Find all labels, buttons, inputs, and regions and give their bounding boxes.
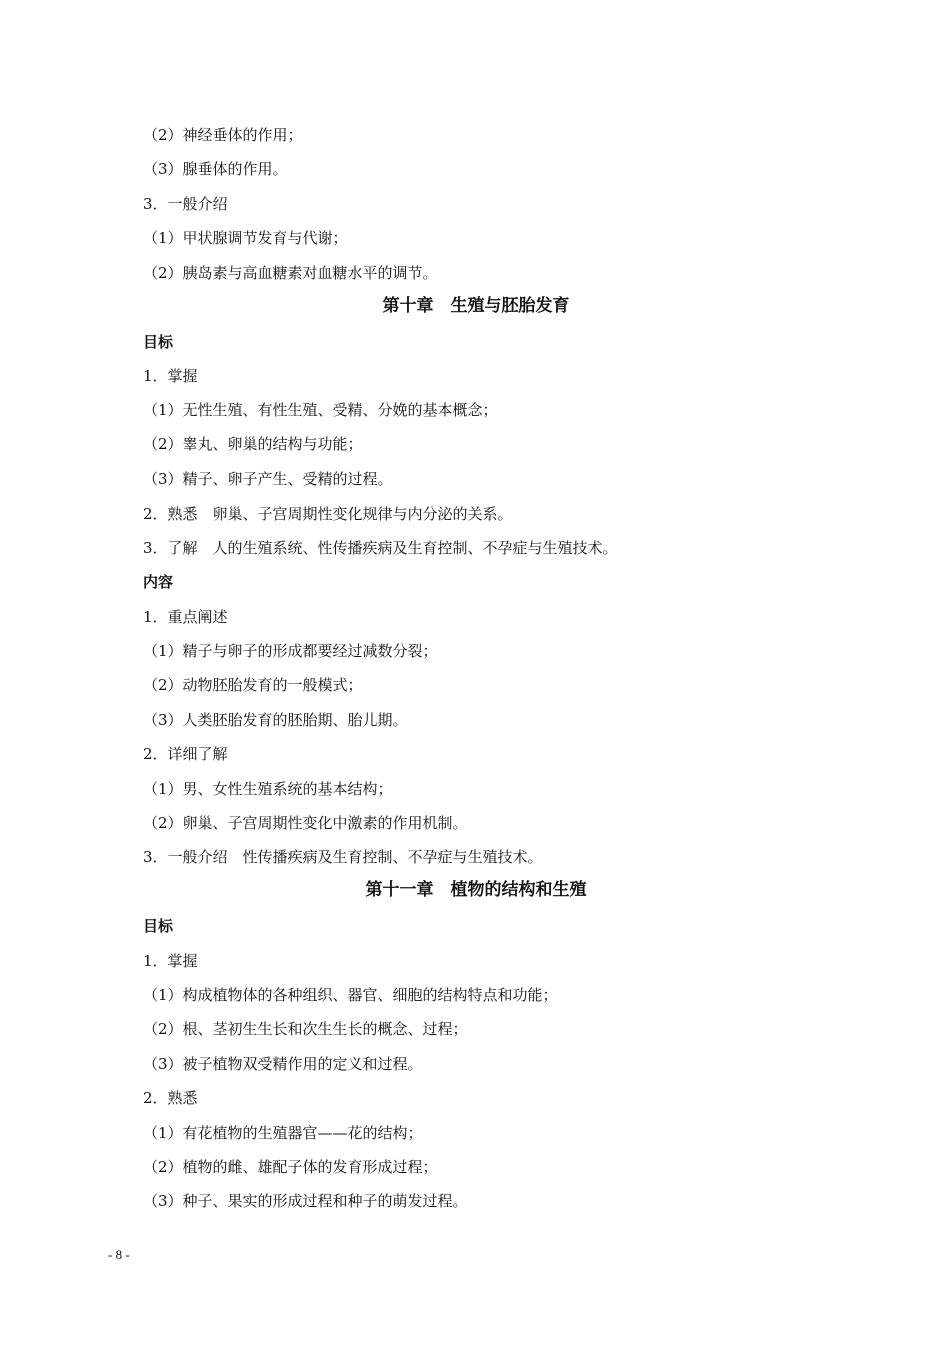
list-item: 1．掌握 <box>143 952 198 970</box>
list-item: 1．重点阐述 <box>143 608 228 626</box>
list-item: （1）无性生殖、有性生殖、受精、分娩的基本概念； <box>143 401 498 419</box>
list-item: （2）植物的雌、雄配子体的发育形成过程； <box>143 1158 438 1176</box>
chapter-heading: 第十一章 植物的结构和生殖 <box>365 880 587 900</box>
list-item: （3）人类胚胎发育的胚胎期、胎儿期。 <box>143 711 408 729</box>
section-label: 目标 <box>143 333 174 351</box>
chapter-heading: 第十章 生殖与胚胎发育 <box>382 296 570 316</box>
list-item: （1）构成植物体的各种组织、器官、细胞的结构特点和功能； <box>143 986 558 1004</box>
list-item: （2）胰岛素与高血糖素对血糖水平的调节。 <box>143 264 438 282</box>
list-item: （2）睾丸、卵巢的结构与功能； <box>143 435 363 453</box>
list-item: 1．掌握 <box>143 367 198 385</box>
list-item: （1）有花植物的生殖器官——花的结构； <box>143 1124 423 1142</box>
section-label: 内容 <box>143 573 174 591</box>
list-item: （2）根、茎初生生长和次生生长的概念、过程； <box>143 1020 468 1038</box>
list-item: （3）种子、果实的形成过程和种子的萌发过程。 <box>143 1192 468 1210</box>
list-item: （3）被子植物双受精作用的定义和过程。 <box>143 1055 423 1073</box>
list-item: 2．详细了解 <box>143 745 228 763</box>
page-number: - 8 - <box>108 1247 130 1262</box>
list-item: （3）精子、卵子产生、受精的过程。 <box>143 470 393 488</box>
list-item: （1）男、女性生殖系统的基本结构； <box>143 780 393 798</box>
list-item: 3．了解 人的生殖系统、性传播疾病及生育控制、不孕症与生殖技术。 <box>143 539 618 557</box>
list-item: （2）卵巢、子宫周期性变化中激素的作用机制。 <box>143 814 468 832</box>
list-item: （2）神经垂体的作用； <box>143 126 303 144</box>
list-item: 2．熟悉 卵巢、子宫周期性变化规律与内分泌的关系。 <box>143 505 513 523</box>
section-label: 目标 <box>143 917 174 935</box>
list-item: （1）精子与卵子的形成都要经过减数分裂； <box>143 642 438 660</box>
list-item: 3．一般介绍 <box>143 195 228 213</box>
list-item: （1）甲状腺调节发育与代谢； <box>143 229 348 247</box>
list-item: 2．熟悉 <box>143 1089 198 1107</box>
list-item: 3．一般介绍 性传播疾病及生育控制、不孕症与生殖技术。 <box>143 848 543 866</box>
list-item: （2）动物胚胎发育的一般模式； <box>143 676 363 694</box>
list-item: （3）腺垂体的作用。 <box>143 160 288 178</box>
